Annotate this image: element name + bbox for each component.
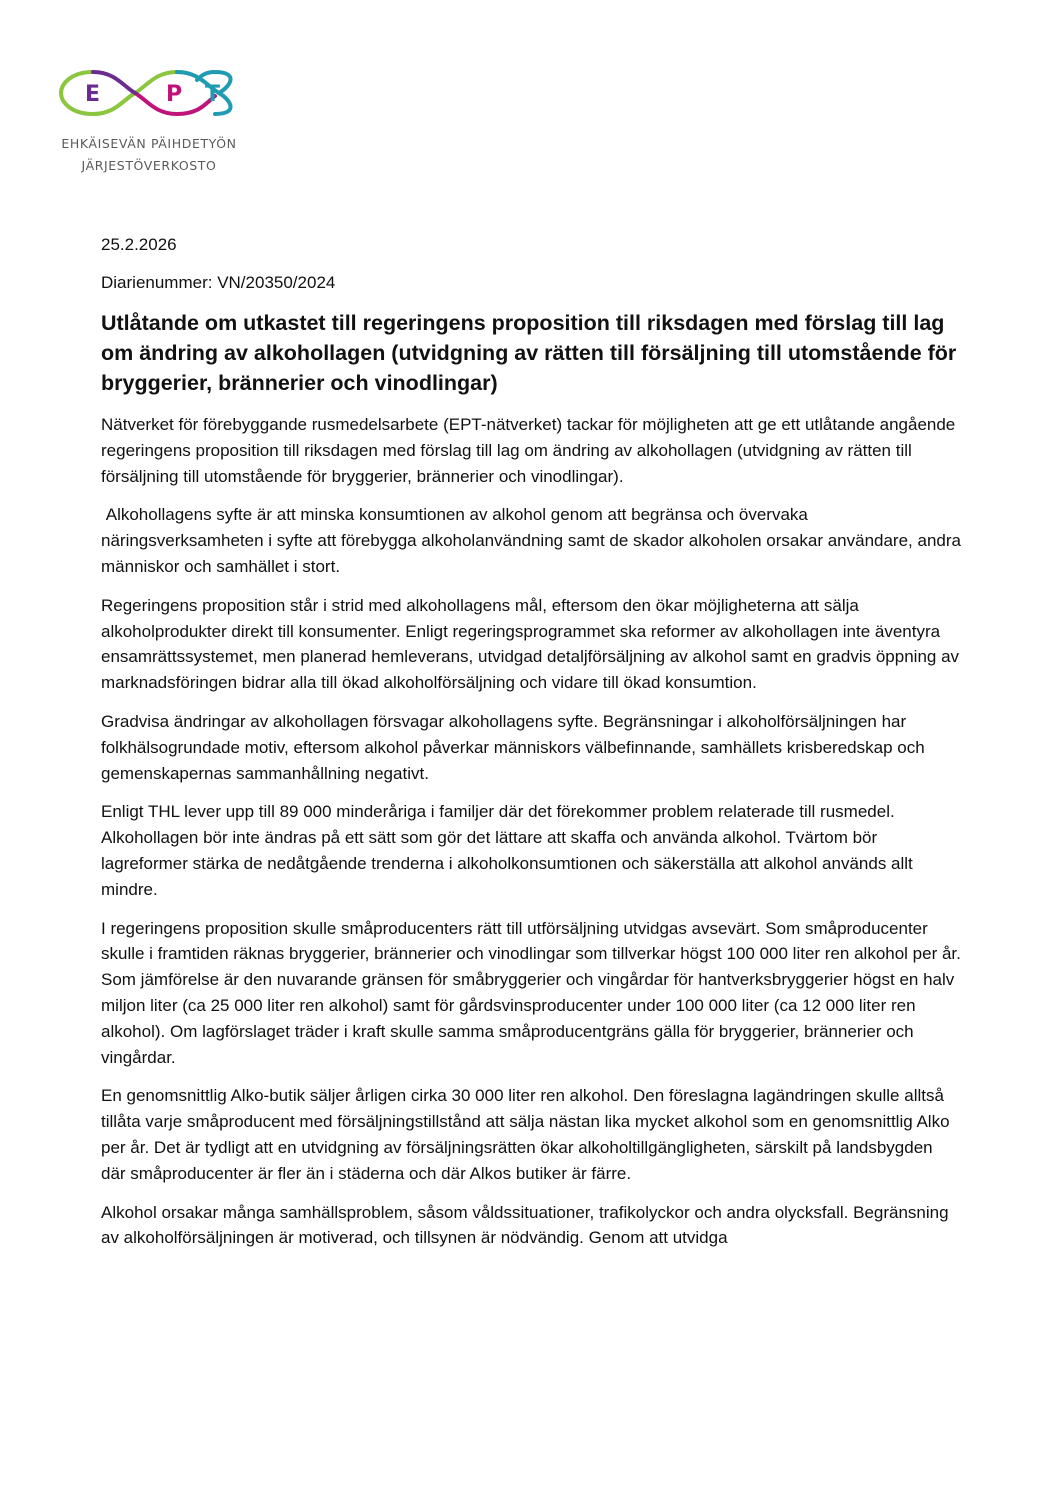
paragraph: Enligt THL lever upp till 89 000 minderåriga i familjer där det förekommer problem relaterade till rusmedel. Alkohollagen bör inte ändras på ett sätt som gör det lättare att skaffa och använda alkohol. Tvärtom bör lagreformer stärka de nedåtgående trenderna i alkoholkonsumtionen och säkerställa att alkohol används allt mindre. <box>101 802 913 899</box>
document-body <box>101 232 966 1264</box>
document-title: Utlåtande om utkastet till regeringens proposition till riksdagen med förslag till lag om ändring av alkohollagen (utvidgning av rätten till försäljning till utomstående för bryggerier, brännerier och vinodlingar) <box>101 311 957 395</box>
document-date: 25.2.2026 <box>101 235 177 254</box>
diary-number: Diarienummer: VN/20350/2024 <box>101 273 336 292</box>
logo-tagline-line2: JÄRJESTÖVERKOSTO <box>81 158 217 173</box>
logo-letter-t: T <box>205 82 221 107</box>
paragraph: En genomsnittlig Alko-butik säljer årligen cirka 30 000 liter ren alkohol. Den föreslagna lagändringen skulle alltså tillåta varje småproducent med försäljningstillstånd att sälja nästan lika mycket alkohol som en genomsnittlig Alko per år. Det är tydligt att en utvidgning av försäljningsrätten ökar alkoholtillgängligheten, särskilt på landsbygden där småproducenter är fler än i städerna och där Alkos butiker är färre. <box>101 1086 950 1183</box>
ept-logo-mark <box>55 62 255 124</box>
paragraph: I regeringens proposition skulle småproducenters rätt till utförsäljning utvidgas avsevärt. Som småproducenter skulle i framtiden räknas bryggerier, brännerier och vinodlingar som tillverkar högst 100 000 liter ren alkohol per år. Som jämförelse är den nuvarande gränsen för småbryggerier och vingårdar för hantverksbryggerier högst en halv miljon liter (ca 25 000 liter ren alkohol) samt för gårdsvinsproducenter under 100 000 liter (ca 12 000 liter ren alkohol). Om lagförslaget träder i kraft skulle samma småproducentgräns gälla för bryggerier, brännerier och vingårdar. <box>101 918 961 1067</box>
organization-logo <box>55 62 255 182</box>
paragraph: Nätverket för förebyggande rusmedelsarbete (EPT-nätverket) tackar för möjligheten att ge ett utlåtande angående regeringens proposition till riksdagen med förslag till lag om ändring av alkohollagen (utvidgning av rätten till försäljning till utomstående för bryggerier, brännerier och vinodlingar). <box>101 415 956 486</box>
logo-tagline-line1: EHKÄISEVÄN PÄIHDETYÖN <box>61 136 237 151</box>
paragraph: Alkohollagens syfte är att minska konsumtionen av alkohol genom att begränsa och övervaka näringsverksamheten i syfte att förebygga alkoholanvändning samt de skador alkoholen orsakar användare, andra människor och samhället i stort. <box>101 505 966 576</box>
paragraph: Regeringens proposition står i strid med alkohollagens mål, eftersom den ökar möjligheterna att sälja alkoholprodukter direkt till konsumenter. Enligt regeringsprogrammet ska reformer av alkohollagen inte äventyra ensamrättssystemet, men planerad hemleverans, utvidgad detaljförsäljning av alkohol samt en gradvis öppning av marknadsföringen bidrar alla till ökad alkoholförsäljning och vidare till ökad konsumtion. <box>101 595 960 693</box>
paragraph: Gradvisa ändringar av alkohollagen försvagar alkohollagens syfte. Begränsningar i alkoholförsäljningen har folkhälsogrundade motiv, eftersom alkohol påverkar människors välbefinnande, samhällets krisberedskap och gemenskapernas sammanhållning negativt. <box>101 711 925 783</box>
logo-letter-p: P <box>166 82 183 107</box>
logo-letter-e: E <box>85 82 101 107</box>
paragraph: Alkohol orsakar många samhällsproblem, såsom våldssituationer, trafikolyckor och andra olycksfall. Begränsning av alkoholförsäljningen är motiverad, och tillsynen är nödvändig. Genom att utvidga <box>101 1202 949 1248</box>
